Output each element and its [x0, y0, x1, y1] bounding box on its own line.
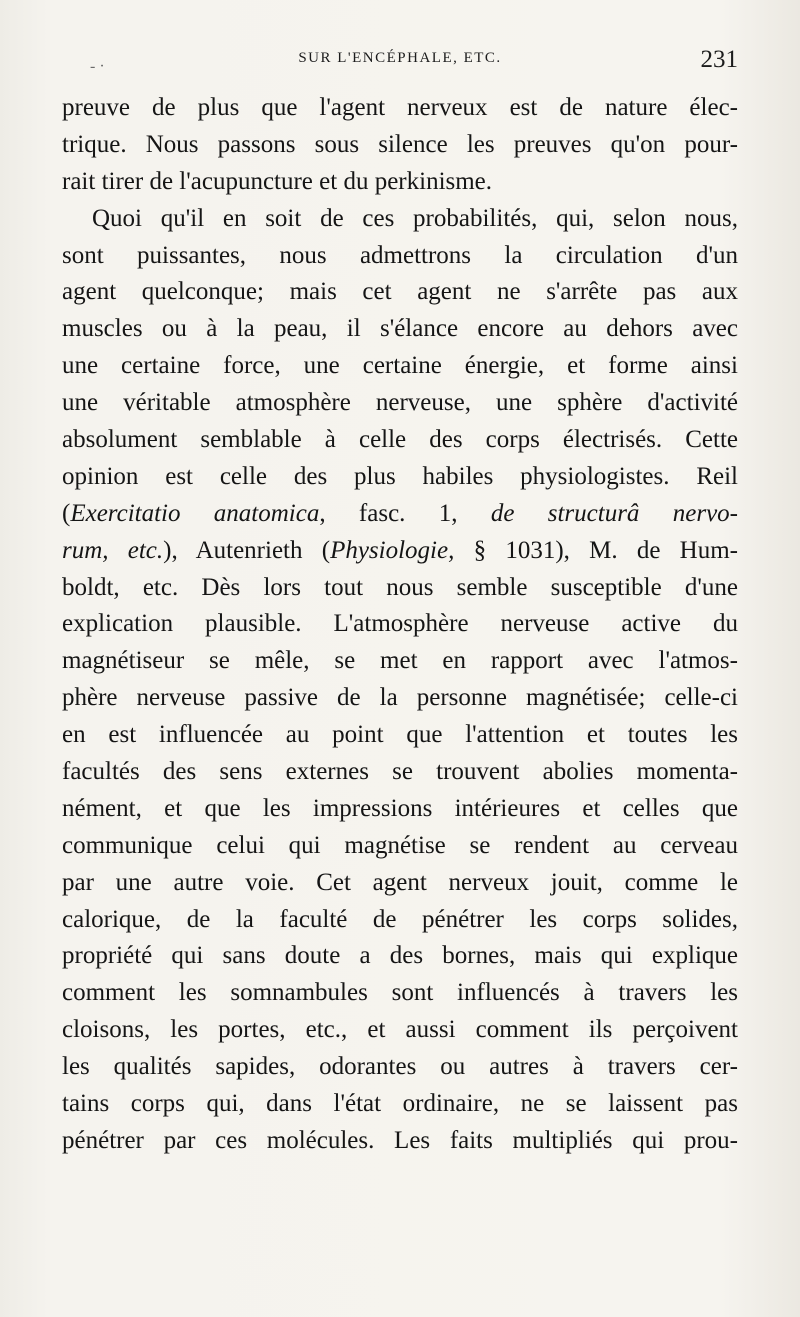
text-line — [62, 533, 738, 570]
text-line: rait tirer de l'acupuncture et du perkinisme. — [62, 167, 493, 195]
text-fragment: , fasc. 1, — [319, 499, 491, 527]
text-line: absolument semblable à celle des corps électrisés. Cette — [62, 426, 738, 454]
text-line: agent quelconque; mais cet agent ne s'arrête pas aux — [62, 278, 738, 306]
text-line: nément, et que les impressions intérieures et celles que — [62, 794, 738, 822]
text-line: opinion est celle des plus habiles physiologistes. Reil — [62, 462, 738, 490]
text-line: en est influencée au point que l'attention et toutes les — [62, 721, 738, 749]
italic-title: Physiologie, — [330, 536, 455, 564]
page-header — [62, 46, 738, 80]
text-fragment: ), Autenrieth ( — [163, 536, 331, 564]
text-line: les qualités sapides, odorantes ou autres à travers cer- — [62, 1053, 738, 1081]
text-line: trique. Nous passons sous silence les preuves qu'on pour- — [62, 130, 738, 158]
text-line: Quoi qu'il en soit de ces probabilités, qui, selon nous, — [92, 204, 738, 232]
text-line: calorique, de la faculté de pénétrer les corps solides, — [62, 905, 738, 933]
text-line: pénétrer par ces molécules. Les faits multipliés qui prou- — [62, 1126, 738, 1154]
text-line: muscles ou à la peau, il s'élance encore au dehors avec — [62, 315, 738, 343]
italic-title: rum, etc. — [62, 536, 164, 564]
text-line: communique celui qui magnétise se rendent au cerveau — [62, 831, 738, 859]
text-line: propriété qui sans doute a des bornes, mais qui explique — [62, 942, 738, 970]
text-line: facultés des sens externes se trouvent abolies momenta- — [62, 758, 738, 786]
text-line: par une autre voie. Cet agent nerveux jouit, comme le — [62, 868, 738, 896]
page-number: 231 — [700, 46, 738, 73]
text-line: preuve de plus que l'agent nerveux est de nature élec- — [62, 94, 738, 121]
body-text — [62, 90, 738, 1160]
text-fragment: § 1031), M. de Hum- — [454, 536, 738, 564]
italic-title: de structurâ nervo- — [490, 499, 738, 527]
text-line: phère nerveuse passive de la personne magnétisée; celle-ci — [62, 684, 738, 712]
text-line: une véritable atmosphère nerveuse, une sphère d'activité — [62, 389, 738, 417]
italic-title: Exercitatio anatomica — [70, 499, 320, 527]
text-line — [62, 496, 738, 533]
running-head: SUR L'ENCÉPHALE, ETC. — [298, 50, 502, 66]
text-line: magnétiseur se mêle, se met en rapport avec l'atmos- — [62, 647, 738, 675]
text-line: sont puissantes, nous admettrons la circulation d'un — [62, 241, 738, 269]
text-line: boldt, etc. Dès lors tout nous semble susceptible d'une — [62, 573, 738, 601]
text-line: comment les somnambules sont influencés à travers les — [62, 979, 738, 1007]
text-fragment: ( — [62, 499, 71, 527]
text-line: tains corps qui, dans l'état ordinaire, ne se laissent pas — [62, 1090, 738, 1118]
margin-speck: - · — [90, 58, 105, 75]
text-line: une certaine force, une certaine énergie, et forme ainsi — [62, 352, 738, 380]
text-line: cloisons, les portes, etc., et aussi comment ils perçoivent — [62, 1016, 738, 1044]
text-line: explication plausible. L'atmosphère nerveuse active du — [62, 610, 738, 638]
